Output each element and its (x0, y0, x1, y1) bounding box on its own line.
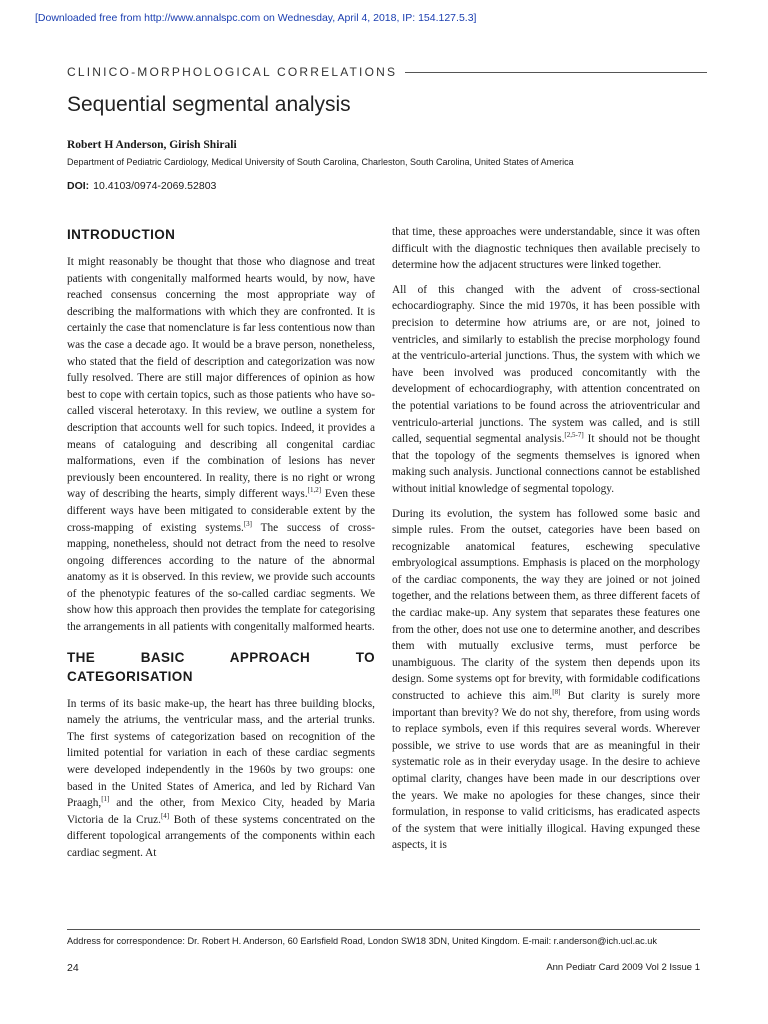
section-header (67, 65, 707, 79)
affiliation: Department of Pediatric Cardiology, Medical University of South Carolina, Charleston, South Carolina, United States of America (67, 157, 574, 167)
intro-text-2: Even these different ways have been mitigated to considerable extent by the cross-mapping of existing systems. (67, 488, 376, 534)
right-paragraph-1: that time, these approaches were understandable, since it was often difficult with the diagnostic techniques then available precisely to determine how the adjacent structures were linked together. (392, 226, 700, 272)
citation[interactable]: [3] (243, 519, 252, 528)
citation[interactable]: [8] (552, 688, 561, 697)
section-label: CLINICO-MORPHOLOGICAL CORRELATIONS (67, 65, 398, 79)
basic-approach-heading: THE BASIC APPROACH TO CATEGORISATION (67, 649, 375, 684)
introduction-heading: INTRODUCTION (67, 227, 176, 242)
right-column (392, 224, 700, 862)
section-rule (405, 72, 707, 73)
intro-text-3: The success of cross-mapping, nonetheless, should not detract from the need to resolve ongoing differences according to the nature of the abnormal anatomy as it is observed. In this review, we provide such accounts of the phenotypic features of the so-called cardiac segments. We show how this approach then provides the template for categorising the arrangements in all patients with congenitally malformed hearts. (67, 521, 375, 634)
citation[interactable]: [4] (160, 812, 170, 821)
right-text-4: But clarity is surely more important than brevity? We do not shy, therefore, from using words to replace symbols, even if this requires several words. Wherever possible, we strive to use words that are as meaningful in their systematic role as in their everyday usage. In the desire to achieve optimal clarity, changes have been made in our descriptions over the years. We make no apologies for these changes, since their formulation, in response to valid criticisms, has eradicated aspects of the system that were initially illogical. Having expunged these aspects, it is (392, 690, 700, 852)
footer-rule (67, 929, 700, 930)
right-text-2: It should not be thought that the topology of the segments themselves is ignored when making such analysis. Junctional connections cannot be established without initial knowledge of segmental topology. (392, 433, 700, 495)
basic-text-2: and the other, from Mexico City, headed by Maria Victoria de la Cruz. (67, 797, 375, 826)
doi-label: DOI: (67, 180, 90, 192)
citation[interactable]: [1] (101, 795, 110, 804)
basic-paragraph (67, 696, 375, 862)
correspondence-address: Address for correspondence: Dr. Robert H. Anderson, 60 Earlsfield Road, London SW18 3DN, United Kingdom. E-mail: r.anderson@ich.ucl.ac.uk (67, 936, 657, 946)
right-paragraph-2 (392, 282, 700, 498)
basic-text-1: In terms of its basic make-up, the heart has three building blocks, namely the atriums, the ventricular mass, and the arterial trunks. The first systems of categorization based on recognition of the limited potential for variation in each of these cardiac segments were developed independently in the 1960s by two groups: one based in the United States of America, and led by Richard Van Praagh, (67, 697, 375, 810)
intro-text-1: It might reasonably be thought that those who diagnose and treat patients with congenitally malformed hearts would, by now, have reached consensus concerning the most appropriate way of describing the malformations with which they are confronted. It is certainly the case that nomenclature is far less contentious now than was the case a decade ago. It would be a brave person, nonetheless, who stated that the field of description and categorization was now fully resolved. There are still major differences of opinion as how best to cope with certain topics, such as those patients who have so-called visceral heterotaxy. In this review, we outline a system for description that accounts well for such topics. Indeed, it provides a means of cataloguing and describing all congenital cardiac malformations, even if the combination of lesions has never previously been encountered. In reality, there is no right or wrong way of describing the hearts, simply different ways. (67, 256, 375, 501)
right-text-3: During its evolution, the system has followed some basic and simple rules. From the outset, categories have been based on recognizable anatomical features, eschewing speculative embryological assumptions. Emphasis is placed on the morphology of the cardiac components, the way they are joined or not joined together, and the relations between them, as three different facets of the cardiac make-up. Any system that separates these features one from the other, does not use one to determine another, and describes them with mutually exclusive terms, must perforce be unambiguous. The clarity of the system then depends upon its design. Some systems opt for brevity, with formidable codifications constructed to achieve this aim. (392, 507, 700, 703)
intro-paragraph (67, 254, 375, 636)
basic-text-3: Both of these systems concentrated on the different topological arrangements of the components within each cardiac segment. At (67, 813, 375, 859)
citation[interactable]: [1,2] (307, 486, 322, 495)
authors: Robert H Anderson, Girish Shirali (67, 139, 237, 151)
right-paragraph-3 (392, 506, 700, 854)
download-notice: [Downloaded free from http://www.annalspc.com on Wednesday, April 4, 2018, IP: 154.127.5.3] (35, 12, 477, 24)
citation[interactable]: [2,5-7] (564, 431, 584, 440)
doi-value[interactable]: 10.4103/0974-2069.52803 (93, 180, 217, 192)
right-text-1: All of this changed with the advent of cross-sectional echocardiography. Since the mid 1970s, it has been possible with precision to determine how atriums are, or are not, joined to ventricles, and similarly to establish the precise morphology found at the ventriculo-arterial junctions. Thus, the system with which we have been involved was produced concomitantly with the development of echocardiography, with attention concentrated on the potential variations to be found across the atrioventricular and ventriculo-arterial junctions. The system was called, and is still called, sequential segmental analysis. (392, 283, 700, 446)
left-column (67, 225, 375, 870)
page-number: 24 (67, 962, 79, 974)
journal-citation: Ann Pediatr Card 2009 Vol 2 Issue 1 (546, 962, 700, 973)
doi (67, 180, 216, 192)
article-title: Sequential segmental analysis (67, 93, 351, 116)
